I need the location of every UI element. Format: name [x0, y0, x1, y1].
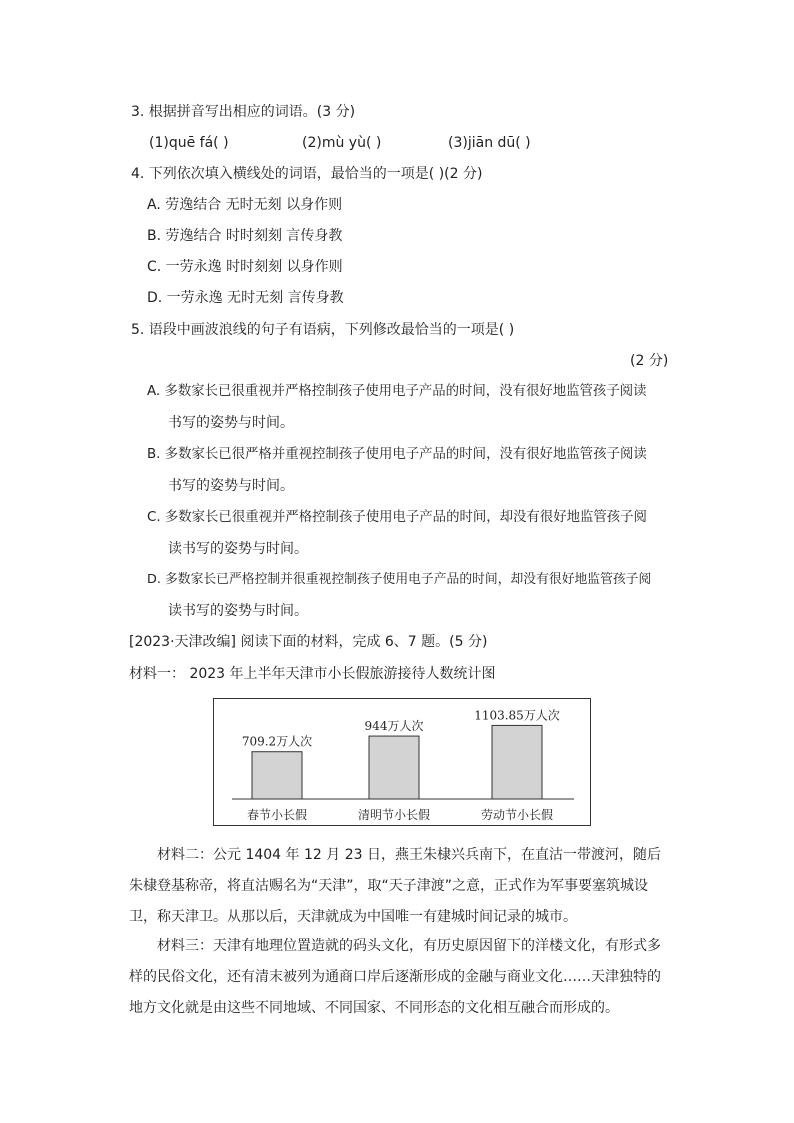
material1-label: 材料一： 2023 年上半年天津市小长假旅游接待人数统计图 — [129, 666, 496, 682]
q5-option-b-line1: B. 多数家长已很严格并重视控制孩子使用电子产品的时间，没有很好地监管孩子阅读 — [147, 447, 647, 462]
material2-paragraph: 材料二：公元 1404 年 12 月 23 日，燕王朱棣兴兵南下，在直沽一带渡河，随后朱棣登基称帝，将直沽赐名为“天津”，取“天子津渡”之意，正式作为军事要塞筑城设卫，称天津卫。从那以后，天津就成为中国唯一有建城时间记录的城市。 — [129, 847, 661, 925]
bar-2 — [369, 736, 419, 799]
category-label-2: 清明节小长假 — [357, 808, 431, 822]
q3-item-3: (3)jiān dū( ) — [448, 135, 531, 151]
material3-paragraph: 材料三：天津有地理位置造就的码头文化，有历史原因留下的洋楼文化，有形式多样的民俗文化，还有清末被列为通商口岸后逐渐形成的金融与商业文化……天津独特的地方文化就是由这些不同地域、不同国家、不同形态的文化相互融合而形成的。 — [129, 938, 661, 1016]
q4-stem: 4. 下列依次填入横线处的词语，最恰当的一项是( )(2 分) — [131, 166, 483, 182]
q4-option-a: A. 劳逸结合 无时无刻 以身作则 — [147, 197, 343, 213]
bar-value-label-1: 709.2万人次 — [241, 734, 313, 749]
q5-option-a-line2: 书写的姿势与时间。 — [168, 415, 294, 431]
q5-option-b-line2: 书写的姿势与时间。 — [168, 478, 294, 494]
category-label-1: 春节小长假 — [246, 808, 308, 822]
q3-stem: 3. 根据拼音写出相应的词语。(3 分) — [131, 104, 356, 120]
q4-option-c: C. 一劳永逸 时时刻刻 以身作则 — [147, 259, 343, 275]
q3-item-2: (2)mù yù( ) — [302, 135, 382, 151]
q5-option-d-line2: 读书写的姿势与时间。 — [168, 603, 308, 619]
q5-option-a-line1: A. 多数家长已很重视并严格控制孩子使用电子产品的时间，没有很好地监管孩子阅读 — [147, 384, 647, 399]
bar-3 — [492, 725, 542, 799]
bar-value-label-3: 1103.85万人次 — [474, 708, 560, 723]
q4-option-b: B. 劳逸结合 时时刻刻 言传身教 — [147, 228, 343, 244]
section-header: [2023·天津改编] 阅读下面的材料，完成 6、7 题。(5 分) — [129, 634, 488, 650]
bar-chart-frame — [213, 698, 591, 826]
bar-value-label-2: 944万人次 — [364, 719, 424, 734]
q5-score: (2 分) — [630, 353, 669, 369]
bar-chart — [214, 699, 590, 825]
bar-1 — [252, 752, 302, 799]
q5-option-c-line1: C. 多数家长已很重视并严格控制孩子使用电子产品的时间，却没有很好地监管孩子阅 — [147, 510, 647, 525]
q5-stem: 5. 语段中画波浪线的句子有语病，下列修改最恰当的一项是( ) — [131, 322, 515, 338]
q5-option-c-line2: 读书写的姿势与时间。 — [168, 541, 308, 557]
q5-option-d-line1: D. 多数家长已严格控制并很重视控制孩子使用电子产品的时间，却没有很好地监管孩子阅 — [147, 572, 652, 587]
q3-item-1: (1)quē fá( ) — [149, 135, 229, 151]
category-label-3: 劳动节小长假 — [480, 808, 554, 822]
q4-option-d: D. 一劳永逸 无时无刻 言传身教 — [147, 290, 344, 306]
